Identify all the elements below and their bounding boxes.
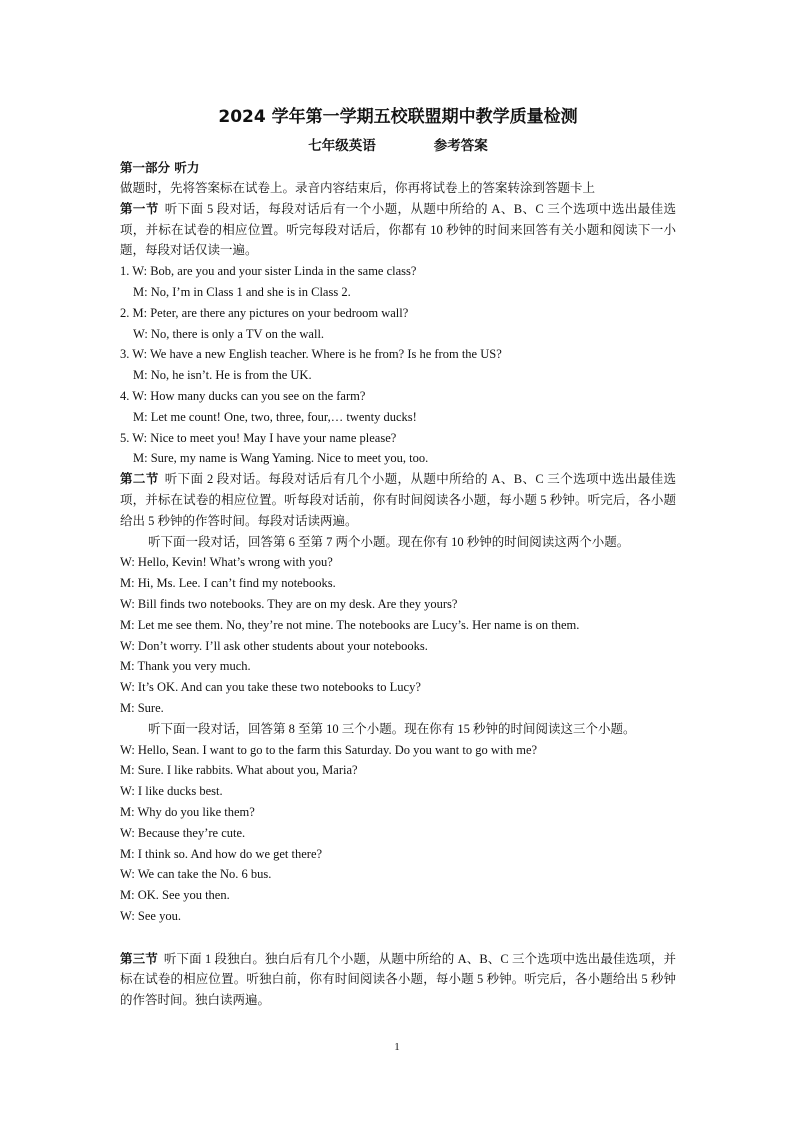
dialogue-line: M: Sure. [120, 700, 164, 715]
section1-instruction [120, 199, 676, 261]
page-number: 1 [394, 1041, 400, 1053]
dialogue-line: W: Don’t worry. I’ll ask other students about your notebooks. [120, 638, 428, 653]
dialogue-line: W: Hello, Kevin! What’s wrong with you? [120, 555, 333, 570]
dialogue-line: 5. W: Nice to meet you! May I have your name please? [120, 430, 397, 445]
section2-label: 第二节 [120, 471, 159, 487]
dialogue-line: M: OK. See you then. [120, 888, 230, 903]
dialogue-line: W: Because they’re cute. [120, 825, 246, 840]
section2-text: 听下面 2 段对话。每段对话后有几个小题，从题中所给的 A、B、C 三个选项中选出最佳选项，并标在试卷的相应位置。听每段对话前，你有时间阅读各小题，每小题 5 秒钟。听完后，各小题给出 5 秒钟的作答时间。每段对话读两遍。 [120, 472, 676, 528]
dialogue-line: M: Thank you very much. [120, 659, 251, 674]
dialogue-line: M: Let me count! One, two, three, four,… twenty ducks! [133, 409, 417, 424]
section2-instruction [120, 469, 676, 531]
dialogue-line: W: I like ducks best. [120, 784, 223, 799]
answer-key-label: 参考答案 [433, 138, 488, 154]
part1-heading: 第一部分 听力 [120, 160, 200, 175]
dialogue1-intro: 听下面一段对话，回答第 6 至第 7 两个小题。现在你有 10 秒钟的时间阅读这两个小题。 [148, 534, 630, 549]
section3-label: 第三节 [120, 950, 158, 966]
dialogue-line: W: See you. [120, 908, 181, 923]
part1-instruction: 做题时，先将答案标在试卷上。录音内容结束后，你再将试卷上的答案转涂到答题卡上 [120, 181, 596, 195]
page-title: 2024 学年第一学期五校联盟期中教学质量检测 [218, 107, 578, 127]
dialogue-line: W: No, there is only a TV on the wall. [133, 326, 325, 341]
dialogue-line: M: Let me see them. No, they’re not mine. The notebooks are Lucy’s. Her name is on them. [120, 617, 580, 632]
section1-label: 第一节 [120, 200, 159, 216]
dialogue-line: M: Sure, my name is Wang Yaming. Nice to meet you, too. [133, 451, 429, 466]
dialogue-line: 3. W: We have a new English teacher. Where is he from? Is he from the US? [120, 347, 502, 362]
dialogue-line: M: No, I’m in Class 1 and she is in Class 2. [133, 284, 351, 299]
section3-instruction [120, 949, 676, 1011]
dialogue-line: W: It’s OK. And can you take these two notebooks to Lucy? [120, 680, 421, 695]
section3-text: 听下面 1 段独白。独白后有几个小题，从题中所给的 A、B、C 三个选项中选出最佳选项，并标在试卷的相应位置。听独白前，你有时间阅读各小题，每小题 5 秒钟。听完后，各小题给出 5 秒钟的作答时间。独白读两遍。 [120, 951, 676, 1008]
dialogue-line: M: Hi, Ms. Lee. I can’t find my notebooks. [120, 576, 336, 591]
grade-subject: 七年级英语 [308, 138, 376, 154]
dialogue-line: 4. W: How many ducks can you see on the farm? [120, 388, 366, 403]
dialogue-line: W: Hello, Sean. I want to go to the farm this Saturday. Do you want to go with me? [120, 742, 538, 757]
dialogue-line: 2. M: Peter, are there any pictures on your bedroom wall? [120, 305, 409, 320]
page-content [120, 105, 676, 1011]
dialogue2-intro: 听下面一段对话，回答第 8 至第 10 三个小题。现在你有 15 秒钟的时间阅读这三个小题。 [148, 721, 636, 736]
dialogue-line: M: Why do you like them? [120, 804, 255, 819]
page-subtitle [120, 135, 676, 157]
dialogue-line: 1. W: Bob, are you and your sister Linda in the same class? [120, 264, 417, 279]
section1-text: 听下面 5 段对话，每段对话后有一个小题，从题中所给的 A、B、C 三个选项中选出最佳选项，并标在试卷的相应位置。听完每段对话后，你都有 10 秒钟的时间来回答有关小题和阅读下一小题，每段对话仅读一遍。 [120, 201, 676, 258]
dialogue-line: W: Bill finds two notebooks. They are on my desk. Are they yours? [120, 596, 458, 611]
dialogue-line: M: I think so. And how do we get there? [120, 846, 323, 861]
dialogue-line: M: Sure. I like rabbits. What about you, Maria? [120, 763, 358, 778]
dialogue-line: W: We can take the No. 6 bus. [120, 867, 272, 882]
dialogue-line: M: No, he isn’t. He is from the UK. [133, 368, 312, 383]
section-spacer [120, 927, 676, 949]
